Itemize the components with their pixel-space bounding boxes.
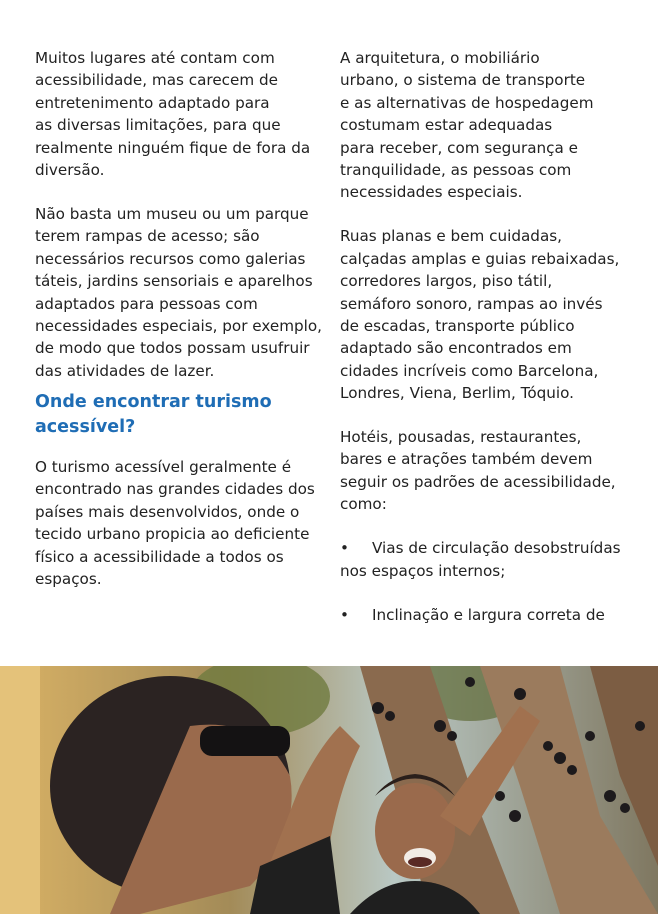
text-line: acessibilidade, mas carecem de xyxy=(35,71,278,90)
text-line: Não basta um museu ou um parque xyxy=(35,204,309,223)
text-line: cidades incríveis como Barcelona, xyxy=(340,361,599,380)
text-line: das atividades de lazer. xyxy=(35,361,215,380)
text-line: bares e atrações também devem xyxy=(340,450,593,469)
text-line: Ruas planas e bem cuidadas, xyxy=(340,227,562,246)
text-line: semáforo sonoro, rampas ao invés xyxy=(340,294,603,313)
text-line: táteis, jardins sensoriais e aparelhos xyxy=(35,272,313,291)
text-line: e as alternativas de hospedagem xyxy=(340,93,594,112)
text-line: para receber, com segurança e xyxy=(340,138,578,157)
text-line: tranquilidade, as pessoas com xyxy=(340,160,572,179)
people-picking-fruit-photo xyxy=(0,666,658,914)
text-line: adaptados para pessoas com xyxy=(35,294,258,313)
museum-paragraph xyxy=(35,203,327,382)
bullet-icon: • xyxy=(340,605,349,624)
text-line: de modo que todos possam usufruir xyxy=(35,339,310,358)
bullet-icon: • xyxy=(340,539,349,558)
text-line: as diversas limitações, para que xyxy=(35,116,281,135)
text-line: tecido urbano propicia ao deficiente xyxy=(35,525,310,544)
text-line: urbano, o sistema de transporte xyxy=(340,71,586,90)
text-line: terem rampas de acesso; são xyxy=(35,227,260,246)
streets-paragraph xyxy=(340,225,640,404)
text-line: Londres, Viena, Berlim, Tóquio. xyxy=(340,384,575,403)
text-line: calçadas amplas e guias rebaixadas, xyxy=(340,249,620,268)
text-line: seguir os padrões de acessibilidade, xyxy=(340,472,616,491)
intro-paragraph xyxy=(35,47,327,181)
text-line: realmente ninguém fique de fora da xyxy=(35,138,311,157)
list-item xyxy=(340,604,640,626)
text-line: Muitos lugares até contam com xyxy=(35,49,275,67)
text-line: O turismo acessível geralmente é xyxy=(35,458,292,477)
list-item xyxy=(340,537,640,582)
bullet-text: nos espaços internos; xyxy=(340,561,506,580)
text-line: encontrado nas grandes cidades dos xyxy=(35,480,315,499)
text-line: necessidades especiais. xyxy=(340,183,523,202)
text-line: físico a acessibilidade a todos os xyxy=(35,547,284,566)
text-line: espaços. xyxy=(35,570,102,589)
right-column xyxy=(340,47,640,626)
text-line: entretenimento adaptado para xyxy=(35,93,270,112)
hotels-paragraph xyxy=(340,426,640,516)
text-line: diversão. xyxy=(35,160,105,179)
text-line: Hotéis, pousadas, restaurantes, xyxy=(340,428,582,447)
section-heading xyxy=(35,390,327,440)
text-line: A arquitetura, o mobiliário xyxy=(340,49,540,67)
left-column xyxy=(35,47,327,590)
architecture-paragraph xyxy=(340,47,640,204)
text-line: necessidades especiais, por exemplo, xyxy=(35,316,323,335)
text-line: adaptado são encontrados em xyxy=(340,339,572,358)
bullet-text: Vias de circulação desobstruídas xyxy=(372,539,621,558)
accessibility-bullet-list xyxy=(340,537,640,626)
text-line: como: xyxy=(340,495,387,514)
text-line: países mais desenvolvidos, onde o xyxy=(35,502,300,521)
text-line: corredores largos, piso tátil, xyxy=(340,272,553,291)
text-line: de escadas, transporte público xyxy=(340,316,575,335)
text-line: necessários recursos como galerias xyxy=(35,249,306,268)
heading-line: acessível? xyxy=(35,417,136,438)
bullet-text: Inclinação e largura correta de xyxy=(372,605,605,624)
heading-line: Onde encontrar turismo xyxy=(35,392,272,413)
accessible-tourism-paragraph xyxy=(35,456,327,590)
text-line: costumam estar adequadas xyxy=(340,116,553,135)
